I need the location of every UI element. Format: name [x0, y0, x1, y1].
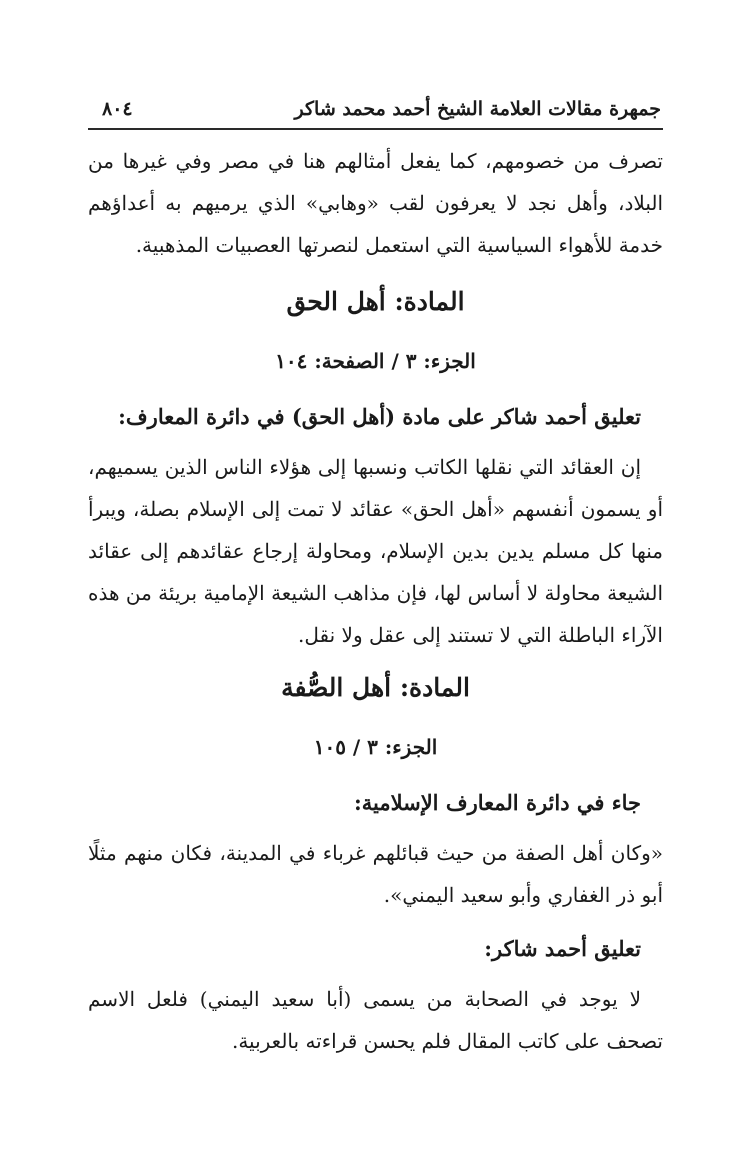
page-content — [88, 140, 663, 1062]
running-header — [88, 92, 663, 130]
volume-page-reference: الجزء: ٣ / الصفحة: ١٠٤ — [275, 349, 476, 373]
intro-paragraph: تصرف من خصومهم، كما يفعل أمثالهم هنا في مصر وفي غيرها من البلاد، وأهل نجد لا يعرفون لقب «وهابي» الذي يرميهم به أعداؤهم خدمة للأهواء السياسية التي استعمل لنصرتها العصبيات المذهبية. — [88, 149, 663, 257]
volume-page-reference: الجزء: ٣ / ١٠٥ — [313, 735, 438, 759]
comment-heading: تعليق أحمد شاكر على مادة (أهل الحق) في دائرة المعارف: — [118, 404, 641, 429]
comment-heading: تعليق أحمد شاكر: — [484, 936, 641, 961]
running-title: جمهرة مقالات العلامة الشيخ أحمد محمد شاكر — [294, 98, 661, 120]
page-number: ٨٠٤ — [102, 98, 133, 120]
entry-title-ahl-al-haqq: المادة: أهل الحق — [286, 287, 465, 316]
comment-paragraph: إن العقائد التي نقلها الكاتب ونسبها إلى هؤلاء الناس الذين يسميهم، أو يسمون أنفسهم «أهل الحق» عقائد لا تمت إلى الإسلام بصلة، ويبرأ منها كل مسلم يدين بدين الإسلام، ومحاولة إرجاع عقائدهم إلى عقائد الشيعة محاولة لا أساس لها، فإن مذاهب الشيعة الإمامية بريئة من هذه الآراء الباطلة التي لا تستند إلى عقل ولا نقل. — [88, 455, 663, 647]
quote-heading: جاء في دائرة المعارف الإسلامية: — [353, 790, 641, 815]
entry-title-ahl-al-suffa: المادة: أهل الصُّفة — [281, 673, 470, 702]
quote-paragraph: «وكان أهل الصفة من حيث قبائلهم غرباء في المدينة، فكان منهم مثلًا أبو ذر الغفاري وأبو سعيد اليمني». — [88, 841, 663, 907]
comment-paragraph: لا يوجد في الصحابة من يسمى (أبا سعيد اليمني) فلعل الاسم تصحف على كاتب المقال فلم يحسن قراءته بالعربية. — [88, 987, 663, 1053]
